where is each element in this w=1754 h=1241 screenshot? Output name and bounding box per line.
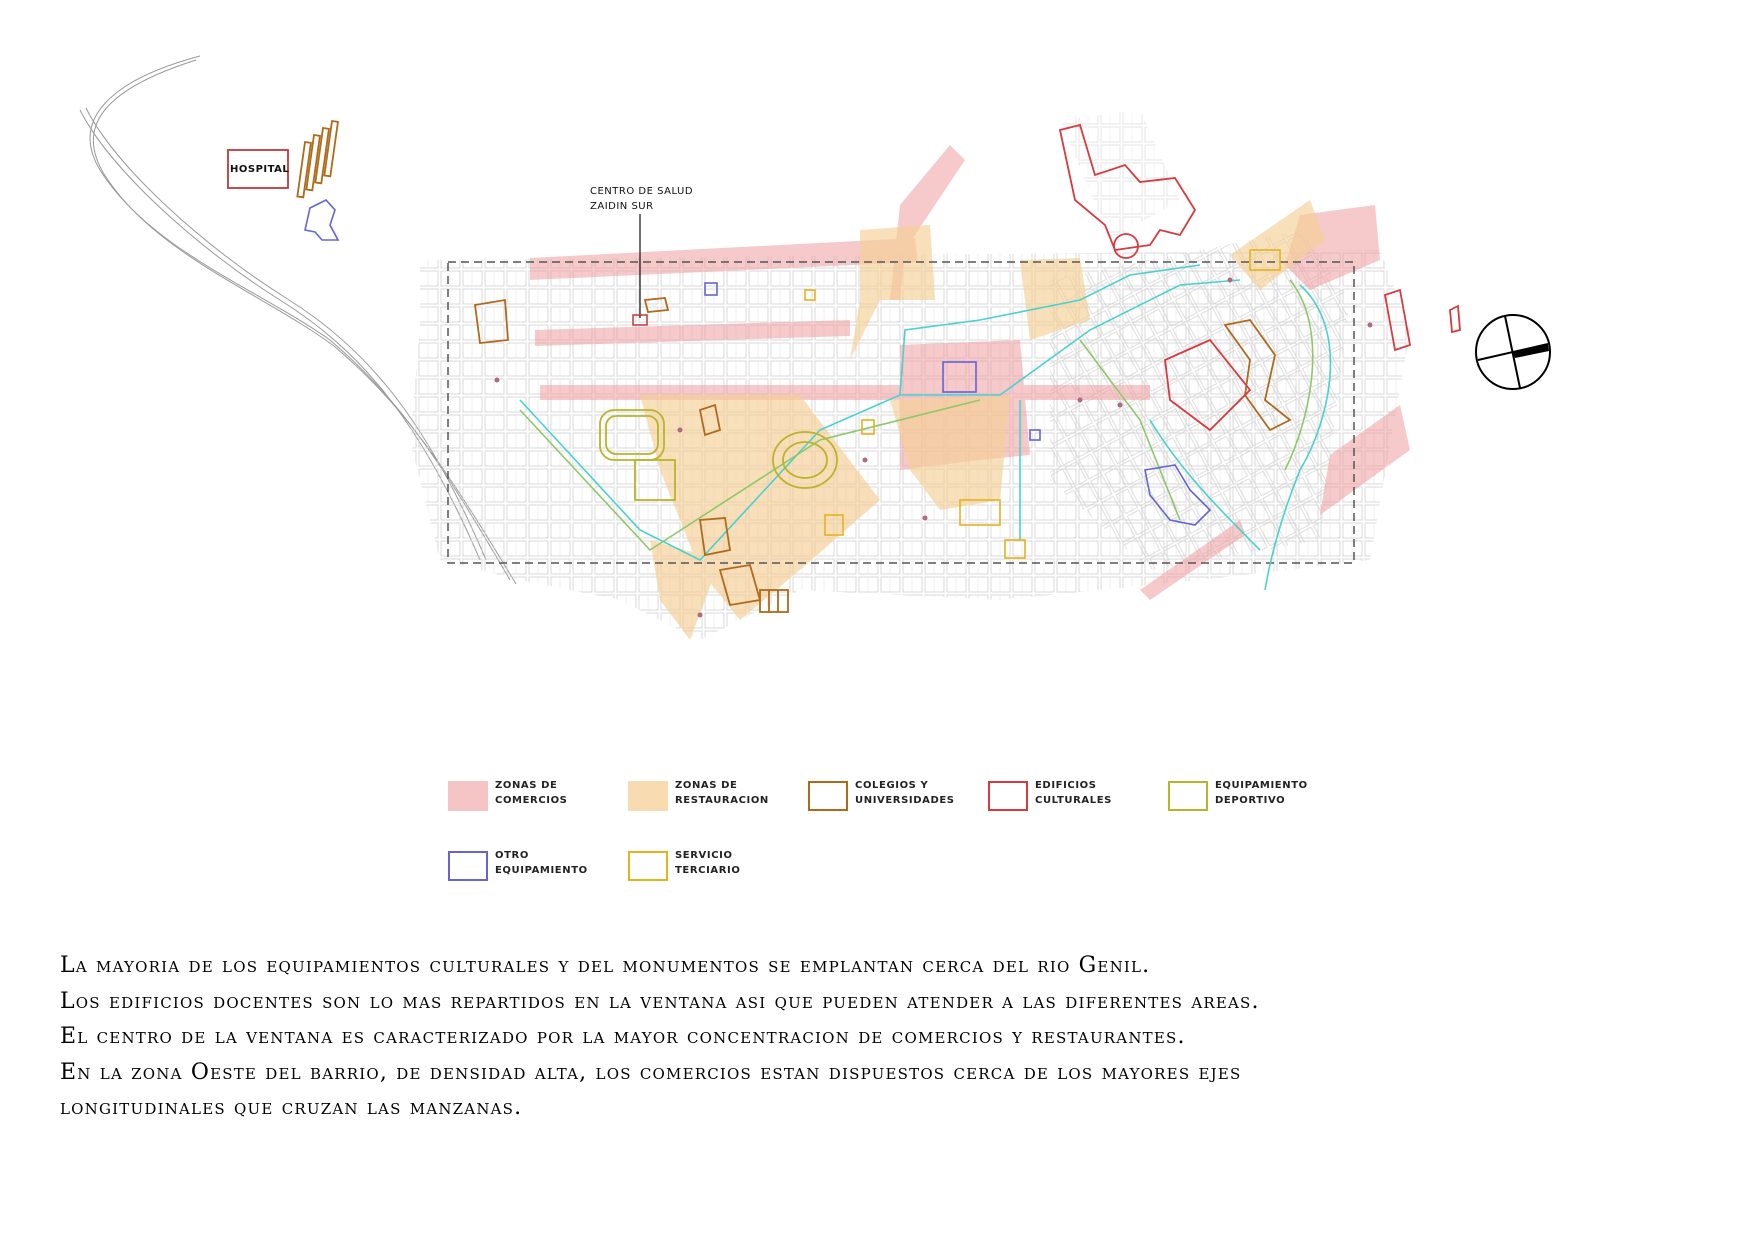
health-center-label: [590, 184, 693, 214]
description-line: En la zona Oeste del barrio, de densidad alta, los comercios estan dispuestos cerca de los mayores ejes: [60, 1059, 1242, 1085]
legend-swatch-culturales: [988, 781, 1028, 811]
health-center-label-line2: ZAIDIN SUR: [590, 201, 654, 212]
description-line: El centro de la ventana es caracterizado por la mayor concentracion de comercios y restaurantes.: [60, 1024, 1186, 1049]
description-text: [60, 948, 1700, 1126]
legend-item-otro: [448, 848, 628, 884]
legend-label: EQUIPAMIENTO: [495, 865, 588, 876]
legend-label: COLEGIOS Y: [855, 780, 929, 791]
legend-label: ZONAS DE: [675, 780, 738, 791]
legend-label: ZONAS DE: [495, 780, 558, 791]
legend-label: RESTAURACION: [675, 795, 769, 806]
legend-swatch-otro: [448, 851, 488, 881]
legend-swatch-comercios: [448, 781, 488, 811]
legend-item-restauracion: [628, 778, 808, 814]
legend-label: TERCIARIO: [675, 865, 741, 876]
legend-label: CULTURALES: [1035, 795, 1112, 806]
legend-item-comercios: [448, 778, 628, 814]
legend-swatch-restauracion: [628, 781, 668, 811]
health-center-label-line1: CENTRO DE SALUD: [590, 186, 694, 197]
legend-label: DEPORTIVO: [1215, 795, 1286, 806]
description-line: longitudinales que cruzan las manzanas.: [60, 1095, 523, 1120]
legend-label: SERVICIO: [675, 850, 733, 861]
legend-swatch-terciario: [628, 851, 668, 881]
legend-label: EQUIPAMIENTO: [1215, 780, 1308, 791]
legend-item-colegios: [808, 778, 988, 814]
legend-label: OTRO: [495, 850, 529, 861]
legend-swatch-deportivo: [1168, 781, 1208, 811]
legend-label: COMERCIOS: [495, 795, 568, 806]
description-line: La mayoria de los equipamientos culturales y del monumentos se emplantan cerca del rio Genil.: [60, 953, 1151, 978]
legend-swatch-colegios: [808, 781, 848, 811]
legend-label: EDIFICIOS: [1035, 780, 1097, 791]
legend-item-terciario: [628, 848, 808, 884]
legend-item-culturales: [988, 778, 1168, 814]
legend-item-deportivo: [1168, 778, 1348, 814]
description-line: Los edificios docentes son lo mas repartidos en la ventana asi que pueden atender a las diferentes areas.: [60, 988, 1260, 1014]
north-arrow-icon: [1476, 315, 1550, 389]
hospital-label: HOSPITAL: [230, 164, 290, 175]
legend-label: UNIVERSIDADES: [855, 795, 955, 806]
